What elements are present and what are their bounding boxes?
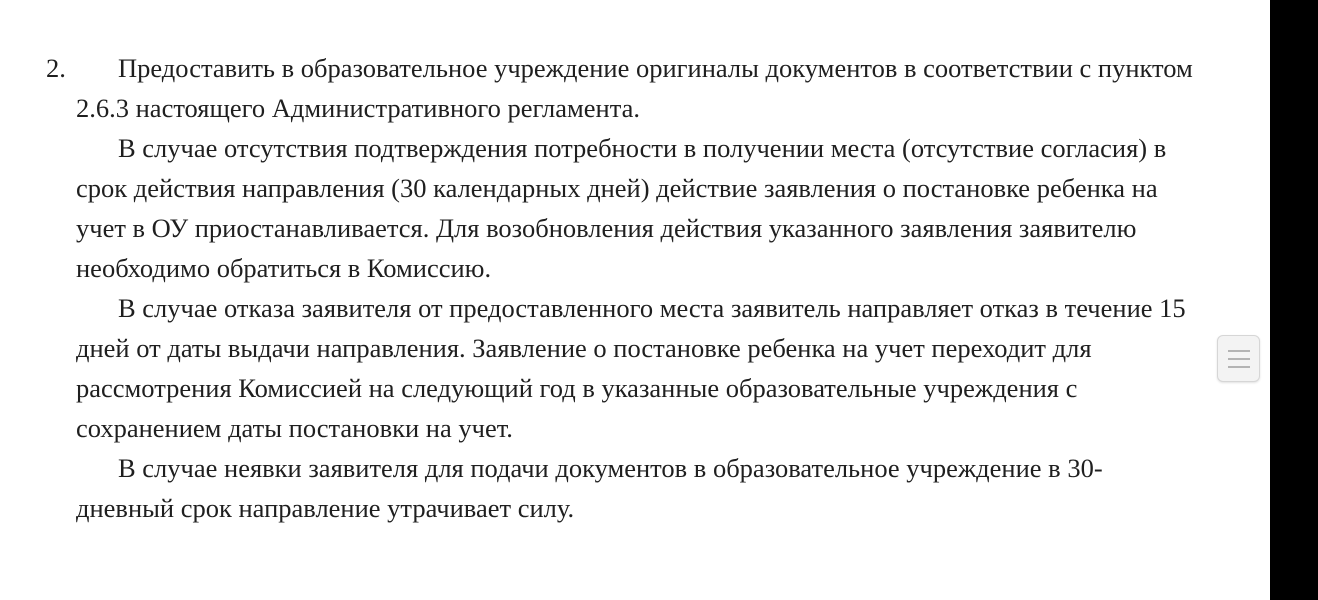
- list-item-number: 2.: [46, 53, 66, 83]
- document-text: [46, 48, 1196, 528]
- side-bar: [1270, 0, 1318, 600]
- menu-button[interactable]: [1217, 335, 1260, 382]
- paragraph-item-2: [46, 48, 1196, 128]
- paragraph: В случае неявки заявителя для подачи документов в образовательное учреждение в 30-дневный срок направление утрачивает силу.: [76, 453, 1103, 523]
- paragraph-text: Предоставить в образовательное учреждение оригиналы документов в соответствии с пунктом 2.6.3 настоящего Административного регламента.: [76, 53, 1193, 123]
- paragraph: В случае отсутствия подтверждения потребности в получении места (отсутствие согласия) в срок действия направления (30 календарных дней) действие заявления о постановке ребенка на учет в ОУ приостанавливается. Для возобновления действия указанного заявления заявителю необходимо обратиться в Комиссию.: [76, 133, 1167, 283]
- paragraph: В случае отказа заявителя от предоставленного места заявитель направляет отказ в течение 15 дней от даты выдачи направления. Заявление о постановке ребенка на учет переходит для рассмотрения Комиссией на следующий год в указанные образовательные учреждения с сохранением даты постановки на учет.: [76, 293, 1186, 443]
